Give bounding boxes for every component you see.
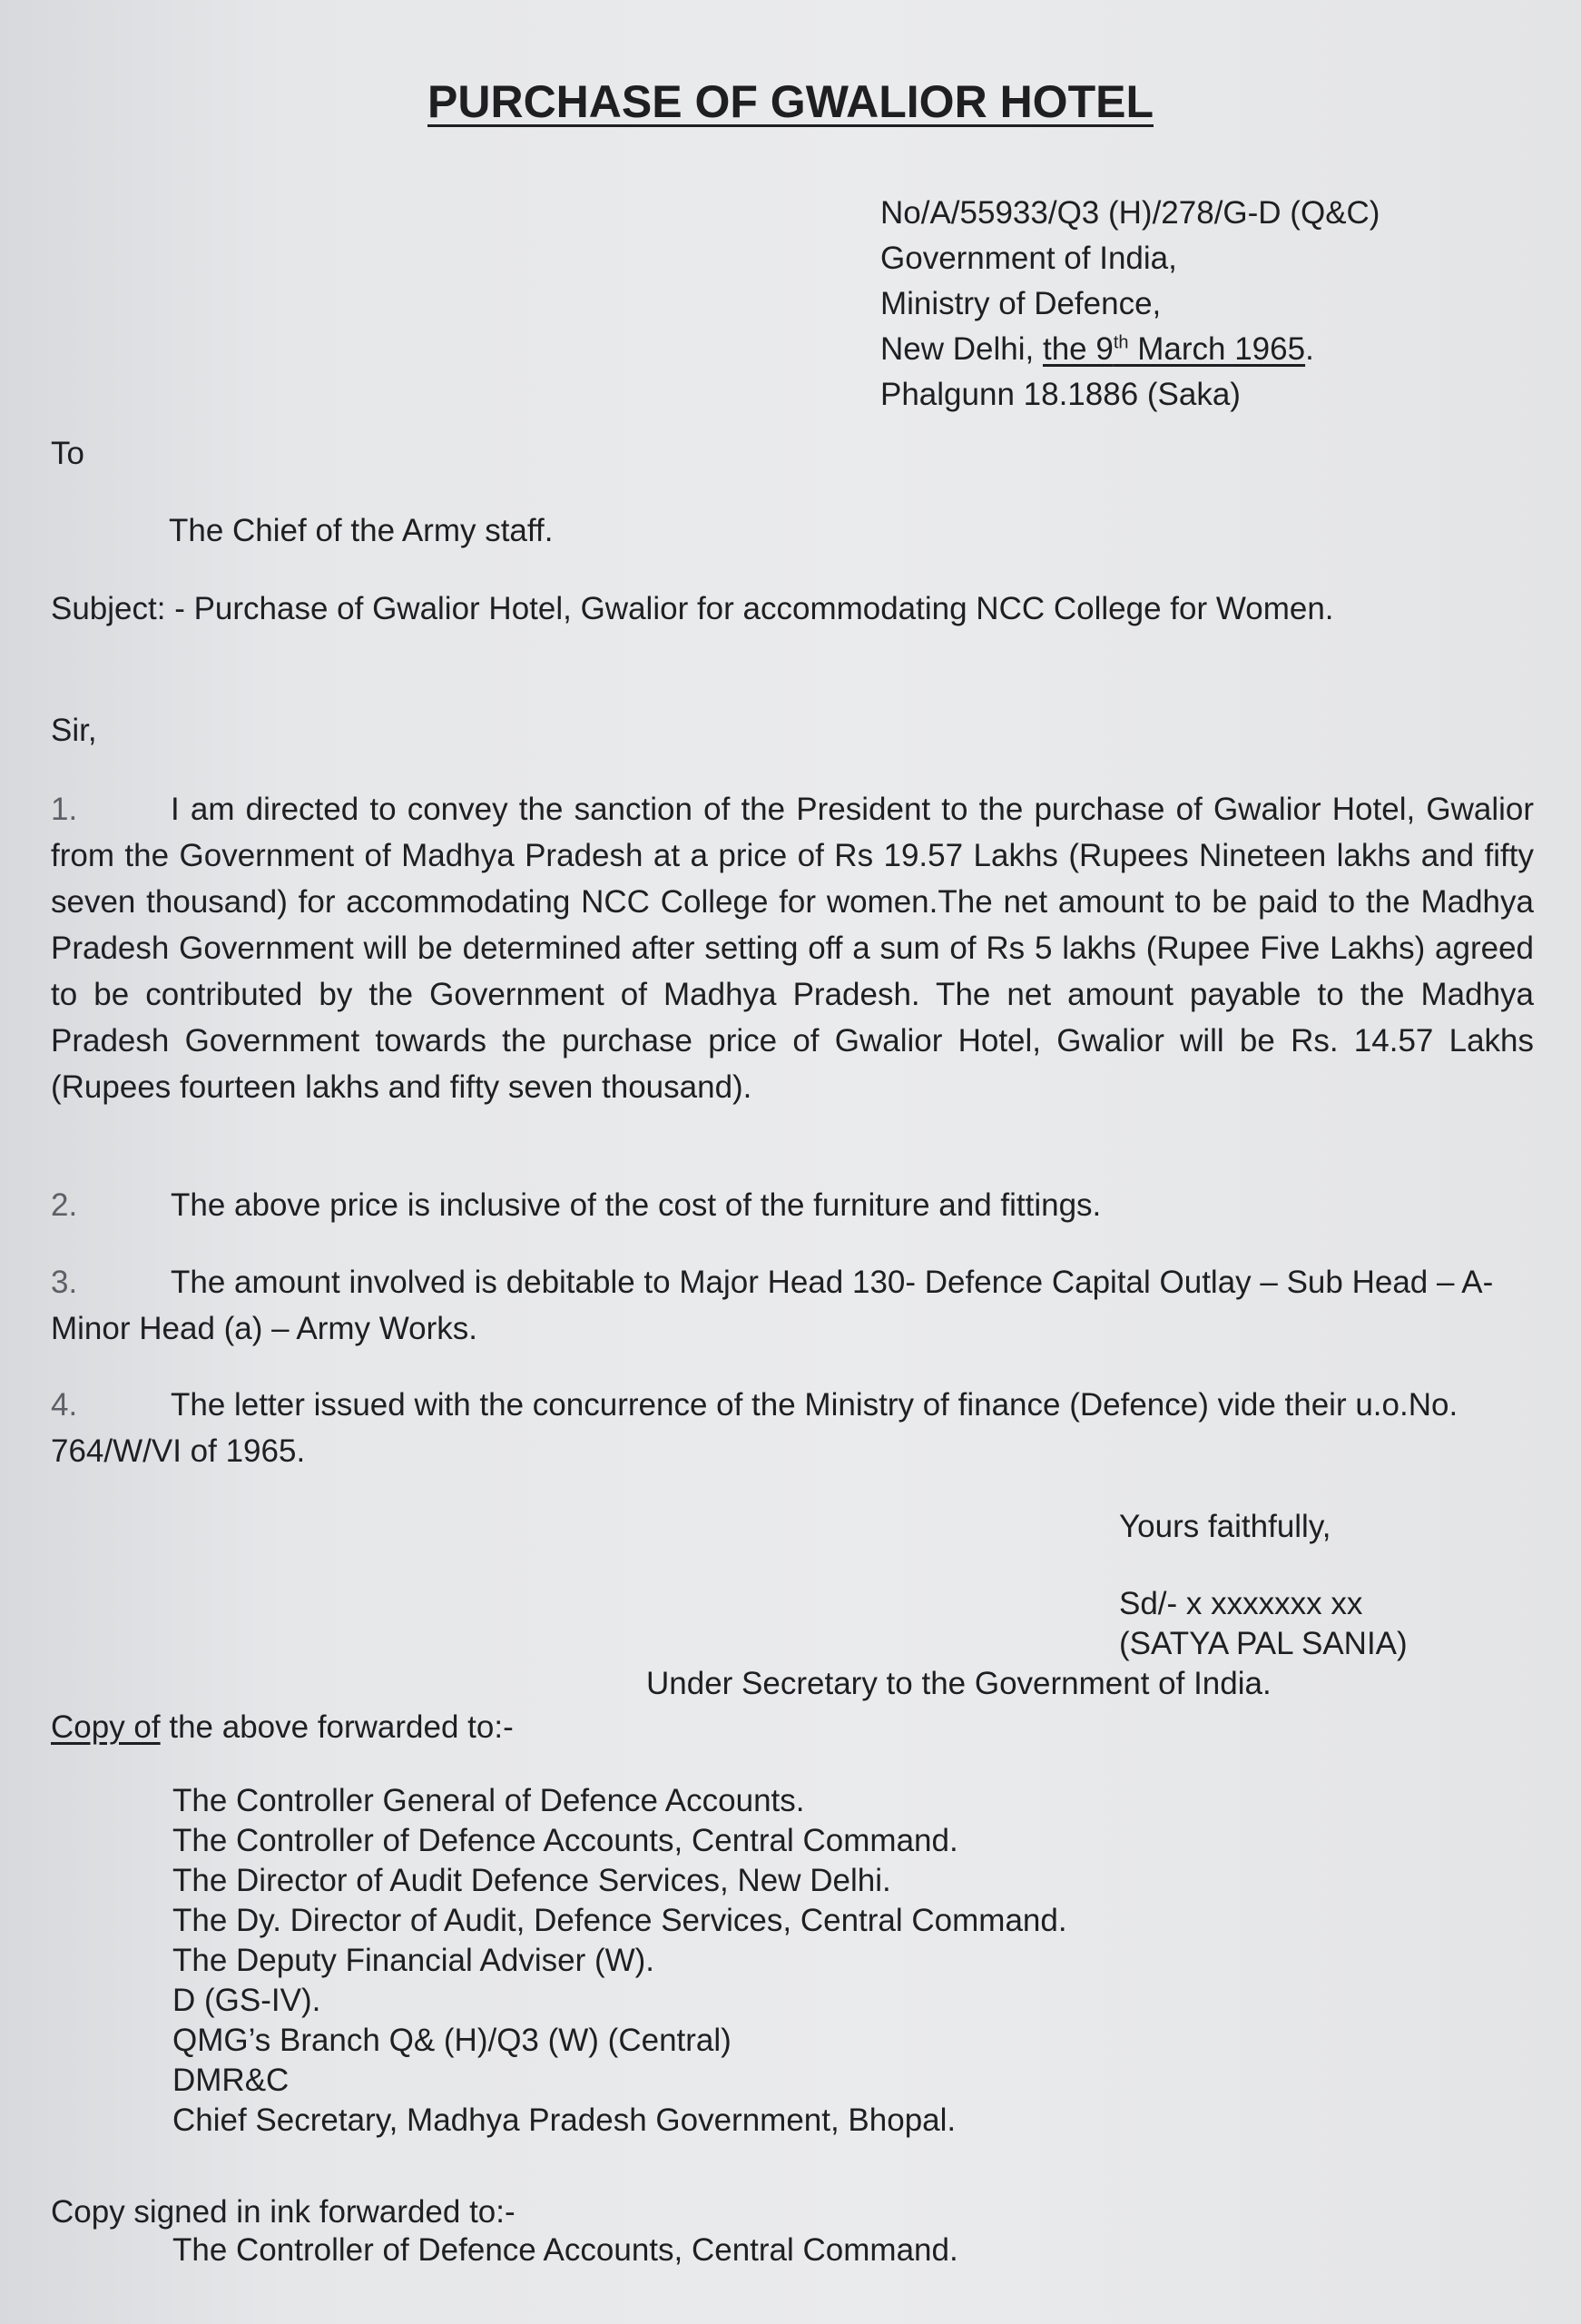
ministry-line: Ministry of Defence, <box>880 286 1162 321</box>
list-item: The Director of Audit Defence Services, New Delhi. <box>172 1863 891 1898</box>
date-line: New Delhi, the 9th March 1965. <box>880 331 1314 367</box>
list-item: QMG’s Branch Q& (H)/Q3 (W) (Central) <box>172 2023 732 2058</box>
list-item: D (GS-IV). <box>172 1983 321 2018</box>
paragraph-2 <box>51 1182 1534 1228</box>
copy-heading: Copy of the above forwarded to:- <box>51 1709 514 1745</box>
list-item: The Controller of Defence Accounts, Central Command. <box>172 1823 958 1858</box>
paragraph-number: 2. <box>51 1187 78 1223</box>
list-item: The Dy. Director of Audit, Defence Services, Central Command. <box>172 1903 1067 1938</box>
signature: Sd/- x xxxxxxx xx <box>1119 1586 1363 1621</box>
government-line: Government of India, <box>880 241 1177 276</box>
list-item: The Deputy Financial Adviser (W). <box>172 1943 655 1978</box>
paragraph-3 <box>51 1259 1534 1352</box>
place: New Delhi, <box>880 331 1035 367</box>
signatory-title: Under Secretary to the Government of India. <box>646 1666 1272 1701</box>
ink-copy-recipient: The Controller of Defence Accounts, Central Command. <box>172 2232 958 2268</box>
ink-copy-heading: Copy signed in ink forwarded to:- <box>51 2194 516 2230</box>
salutation: Sir, <box>51 713 97 748</box>
paragraph-text: The letter issued with the concurrence of the Ministry of finance (Defence) vide their u.o.No. 764/W/VI of 1965. <box>51 1387 1458 1469</box>
paragraph-number: 4. <box>51 1387 78 1423</box>
list-item: The Controller General of Defence Accounts. <box>172 1783 805 1818</box>
subject-line: Subject: - Purchase of Gwalior Hotel, Gwalior for accommodating NCC College for Women. <box>51 591 1334 626</box>
saka-date: Phalgunn 18.1886 (Saka) <box>880 377 1241 412</box>
paragraph-4 <box>51 1382 1534 1474</box>
copy-recipient-list <box>172 1781 1067 2141</box>
paragraph-text: The above price is inclusive of the cost of the furniture and fittings. <box>171 1187 1102 1223</box>
signatory-name: (SATYA PAL SANIA) <box>1119 1626 1408 1661</box>
addressee: The Chief of the Army staff. <box>169 513 554 548</box>
paragraph-1 <box>51 786 1534 1110</box>
paragraph-number: 3. <box>51 1265 78 1300</box>
list-item: Chief Secretary, Madhya Pradesh Government, Bhopal. <box>172 2102 957 2138</box>
document-title: PURCHASE OF GWALIOR HOTEL <box>427 76 1154 127</box>
closing: Yours faithfully, <box>1119 1509 1331 1544</box>
letter-date: the 9th March 1965 <box>1042 331 1306 367</box>
reference-block <box>880 191 1380 418</box>
reference-number: No/A/55933/Q3 (H)/278/G-D (Q&C) <box>880 195 1380 231</box>
paragraph-text: The amount involved is debitable to Major Head 130- Defence Capital Outlay – Sub Head – A- Minor Head (a) – Army Works. <box>51 1265 1494 1346</box>
paragraph-text: I am directed to convey the sanction of the President to the purchase of Gwalior Hotel, Gwalior from the Government of Madhya Pradesh at a price of Rs 19.57 Lakhs (Rupees Nineteen lakhs and fifty seven thousand) for accommodating NCC College for women.The net amount to be paid to the Madhya Pradesh Government will be determined after setting off a sum of Rs 5 lakhs (Rupee Five Lakhs) agreed to be contributed by the Government of Madhya Pradesh. The net amount payable to the Madhya Pradesh Government towards the purchase price of Gwalior Hotel, Gwalior will be Rs. 14.57 Lakhs (Rupees fourteen lakhs and fifty seven thousand). <box>51 792 1534 1105</box>
paragraph-number: 1. <box>51 792 78 827</box>
to-label: To <box>51 436 84 471</box>
list-item: DMR&C <box>172 2063 290 2098</box>
